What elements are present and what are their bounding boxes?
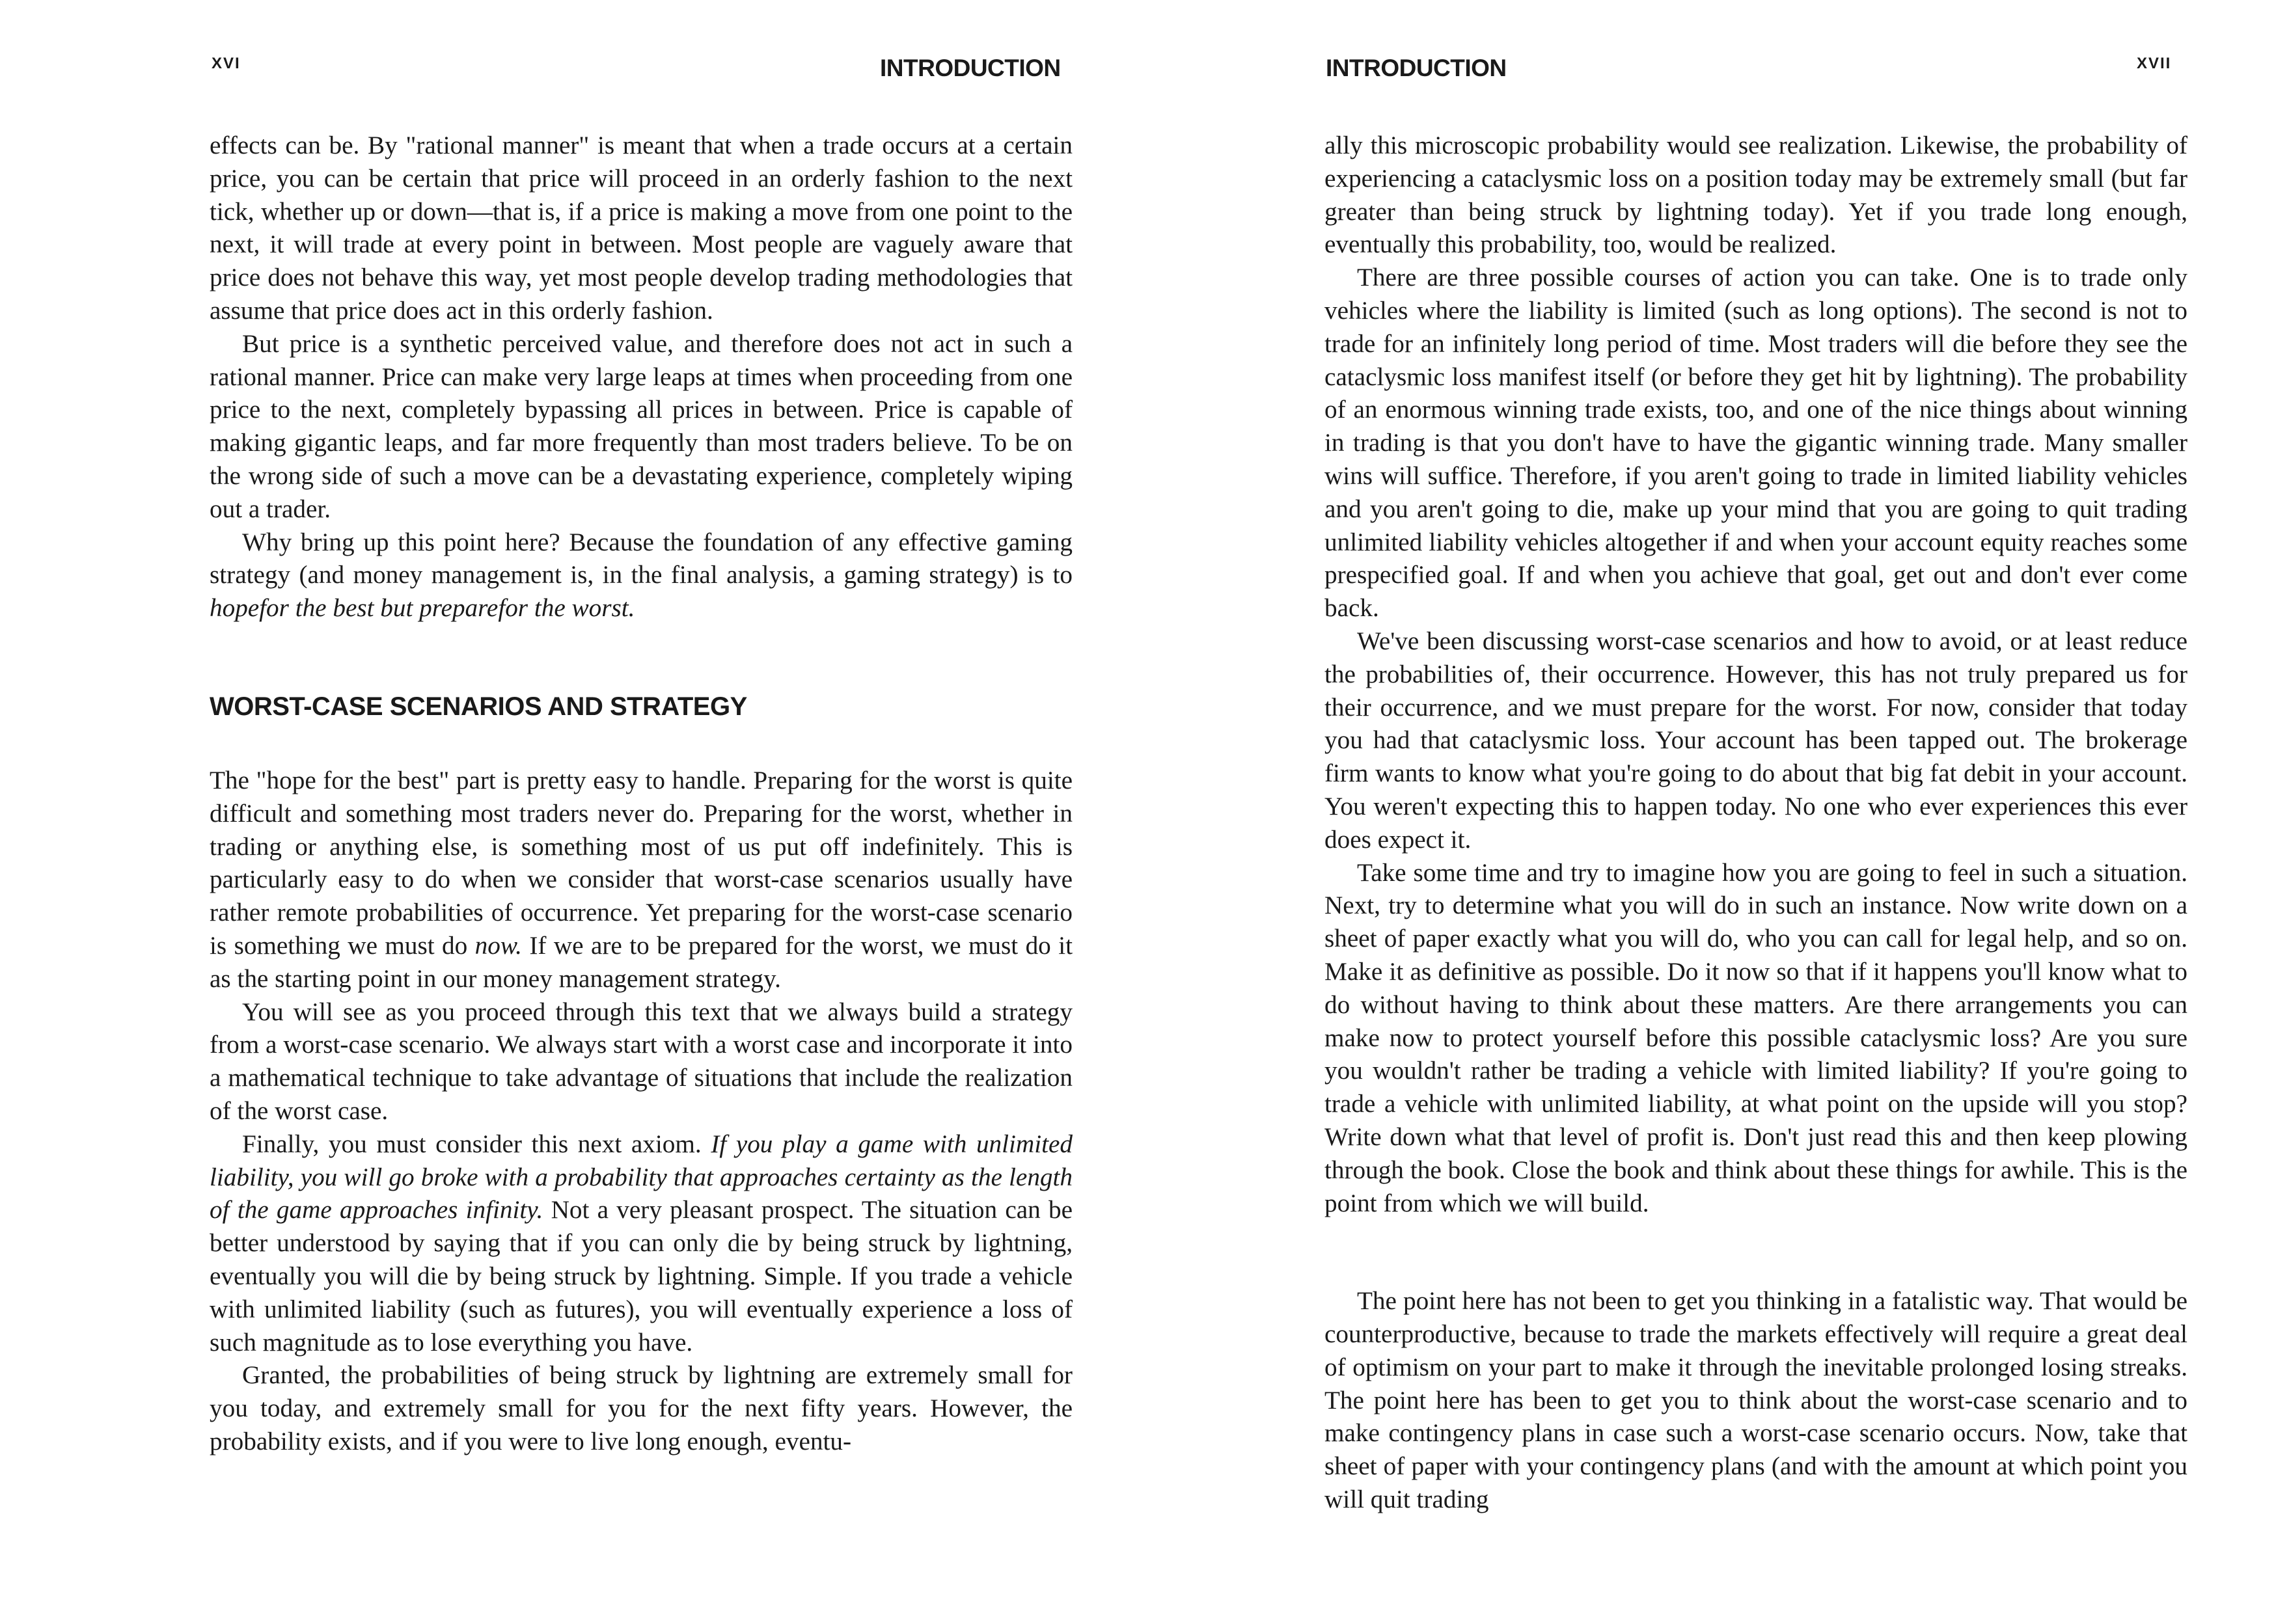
- running-head: INTRODUCTION: [1326, 55, 1507, 81]
- paragraph: [210, 526, 1073, 625]
- paragraph-text: Not a very pleasant prospect. The situation can be better understood by saying that if you can only die by being struck by lightning, eventually you will die by being struck by lightning. Simple. If you trade a vehicle with unlimited liability (such as futures), you will eventually experience a loss of such magnitude as to lose everything you have.: [210, 1196, 1073, 1357]
- paragraph: The point here has not been to get you thinking in a fatalistic way. That would be counterproductive, because to trade the markets effectively will require a great deal of optimism on your part to make it through the inevitable prolonged losing streaks. The point here has been to get you to think about the worst-case scenario and to make contingency plans in case such a worst-case scenario occurs. Now, take that sheet of paper with your contingency plans (and with the amount at which point you will quit trading: [1324, 1287, 2187, 1514]
- right-page: [1144, 0, 2289, 1624]
- paragraph: Take some time and try to imagine how you are going to feel in such a situation. Next, try to determine what you will do in such an instance. Now write down on a sheet of paper exactly what you will do, who you can call for legal help, and so on. Make it as definitive as possible. Do it now so that if it happens you'll know what to do without having to think about these matters. Are there arrangements you can make now to protect yourself before this possible cataclysmic loss? Are you sure you wouldn't rather be trading a vehicle with limited liability? If you're going to trade a vehicle with unlimited liability, at what point on the upside will you stop? Write down what that level of profit is. Don't just read this and then keep plowing through the book. Close the book and think about these things for awhile. This is the point from which we will build.: [1324, 858, 2187, 1217]
- paragraph: We've been discussing worst-case scenarios and how to avoid, or at least reduce the probabilities of, their occurrence. However, this has not truly prepared us for their occurrence, and we must prepare for the worst. For now, consider that today you had that cataclysmic loss. Your account has been tapped out. The brokerage firm wants to know what you're going to do about that big fat debit in your account. You weren't expecting this to happen today. No one who ever experiences this ever does expect it.: [1324, 627, 2187, 854]
- paragraph-text: Why bring up this point here? Because the foundation of any effective gaming strategy (and money management is, in the final analysis, a gaming strategy) is to: [210, 528, 1073, 589]
- paragraph-text: Finally, you must consider this next axiom.: [242, 1130, 711, 1158]
- body-text: [210, 129, 1073, 1459]
- emphasis-text: now.: [474, 931, 522, 960]
- left-page: [0, 0, 1144, 1624]
- running-head: INTRODUCTION: [880, 55, 1061, 81]
- paragraph: [210, 1128, 1073, 1360]
- emphasis-text: If you play a game with unlimited liability, you will go broke with a probability that approaches certainty as the length of the game approaches infinity.: [210, 1130, 1073, 1225]
- page-number: XVI: [212, 55, 241, 72]
- paragraph-text: The "hope for the best" part is pretty easy to handle. Preparing for the worst is quite difficult and something most traders never do. Preparing for the worst, whether in trading or anything else, is something most of us put off indefinitely. This is particularly easy to do when we consider that worst-case scenarios usually have rather remote probabilities of occurrence. Yet preparing for the worst-case scenario is something we must do: [210, 766, 1073, 960]
- page-number: XVII: [2137, 55, 2172, 72]
- paragraph: effects can be. By "rational manner" is meant that when a trade occurs at a certain price, you can be certain that price will proceed in an orderly fashion to the next tick, whether up or down—that is, if a price is making a move from one point to the next, it will trade at every point in between. Most people are vaguely aware that price does not behave this way, yet most people develop trading methodologies that assume that price does act in this orderly fashion.: [210, 131, 1073, 325]
- paragraph: [210, 765, 1073, 996]
- section-heading: WORST-CASE SCENARIOS AND STRATEGY: [210, 692, 747, 721]
- paragraph: ally this microscopic probability would see realization. Likewise, the probability of experiencing a cataclysmic loss on a position today may be extremely small (but far greater than being struck by lightning today). Yet if you trade long enough, eventually this probability, too, would be realized.: [1324, 131, 2187, 259]
- paragraph: There are three possible courses of action you can take. One is to trade only vehicles where the liability is limited (such as long options). The second is not to trade for an infinitely long period of time. Most traders will die before they see the cataclysmic loss manifest itself (or before they get hit by lightning). The probability of an enormous winning trade exists, too, and one of the nice things about winning in trading is that you don't have to have the gigantic winning trade. Many smaller wins will suffice. Therefore, if you aren't going to trade in limited liability vehicles and you aren't going to die, make up your mind that you are going to quit trading unlimited liability vehicles altogether if and when your account equity reaches some prespecified goal. If and when you achieve that goal, get out and don't ever come back.: [1324, 264, 2187, 623]
- paragraph-text: If we are to be prepared for the worst, we must do it as the starting point in our money management strategy.: [210, 931, 1073, 993]
- paragraph: You will see as you proceed through this text that we always build a strategy from a worst-case scenario. We always start with a worst case and incorporate it into a mathematical technique to take advantage of situations that include the realization of the worst case.: [210, 997, 1073, 1125]
- emphasis-text: hopefor the best but preparefor the worst.: [210, 594, 635, 623]
- body-text: [1324, 129, 2187, 1517]
- paragraph: Granted, the probabilities of being struck by lightning are extremely small for you today, and extremely small for you for the next fifty years. However, the probability exists, and if you were to live long enough, eventu-: [210, 1361, 1073, 1455]
- paragraph: But price is a synthetic perceived value, and therefore does not act in such a rational manner. Price can make very large leaps at times when proceeding from one price to the next, completely bypassing all prices in between. Price is capable of making gigantic leaps, and far more frequently than most traders believe. To be on the wrong side of such a move can be a devastating experience, completely wiping out a trader.: [210, 329, 1073, 523]
